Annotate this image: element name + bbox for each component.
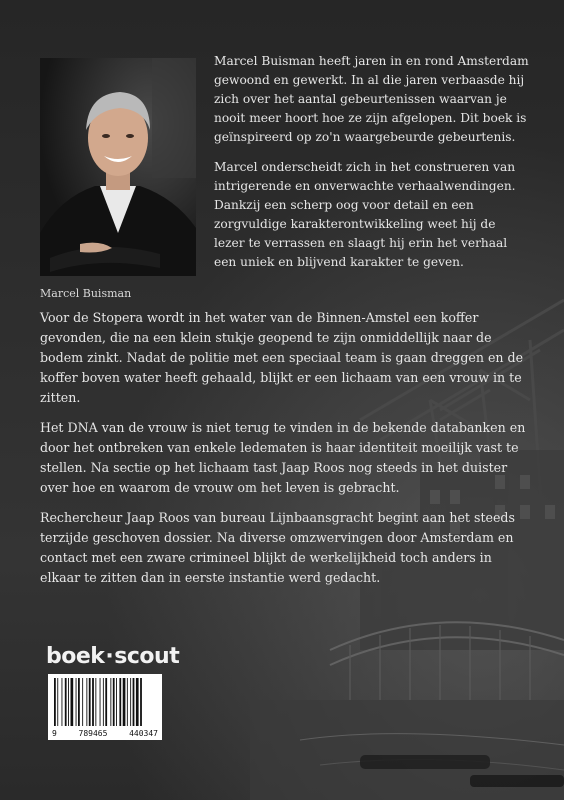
barcode-digit-group: 9 xyxy=(52,729,57,738)
barcode-bars xyxy=(48,674,162,730)
blurb-paragraph: Het DNA van de vrouw is niet terug te vinden in de bekende databanken en door het ontbreken van enkele ledematen is haar identiteit moeilijk vast te stellen. Na sectie op het lichaam tast Jaap Roos nog steeds in het duister over hoe en waarom de vrouw om het leven is gebracht. xyxy=(40,420,526,495)
blurb-paragraph: Rechercheur Jaap Roos van bureau Lijnbaansgracht begint aan het steeds terzijde geschoven dossier. Na diverse omzwervingen door Amsterdam en contact met een zware crimineel blijkt de werkelijkheid toch anders in elkaar te zitten dan in eerste instantie werd gedacht. xyxy=(40,510,515,585)
bio-paragraph: Marcel onderscheidt zich in het construeren van intrigerende en onverwachte verhaalwendingen. Dankzij een scherp oog voor detail en een zorgvuldige karakterontwikkeling weet hij de lezer te verrassen en slaagt hij erin het verhaal een uniek en blijvend karakter te geven. xyxy=(214,160,516,269)
barcode-digit-group: 789465 xyxy=(78,729,108,738)
barcode-digit-group: 440347 xyxy=(129,729,158,738)
publisher-logo-part1: boek xyxy=(46,644,105,669)
barcode-digits xyxy=(48,729,162,738)
publisher-logo xyxy=(46,644,179,669)
blurb-paragraph: Voor de Stopera wordt in het water van de Binnen-Amstel een koffer gevonden, die na een klein stukje geopend te zijn onmiddellijk naar de bodem zinkt. Nadat de politie met een speciaal team is gaan dreggen en de koffer boven water heeft gehaald, blijkt er een lichaam van een vrouw in te zitten. xyxy=(40,310,524,405)
publisher-logo-dot: · xyxy=(105,644,114,669)
book-blurb xyxy=(40,308,530,598)
publisher-logo-part2: scout xyxy=(114,644,180,669)
bio-paragraph: Marcel Buisman heeft jaren in en rond Amsterdam gewoond en gewerkt. In al die jaren verbaasde hij zich over het aantal gebeurtenissen waarvan je nooit meer hoort hoe ze zijn afgelopen. Dit boek is geïnspireerd op zo'n waargebeurde gebeurtenis. xyxy=(214,54,529,144)
author-photo xyxy=(40,58,196,276)
isbn-barcode xyxy=(48,674,162,740)
author-photo-caption: Marcel Buisman xyxy=(40,287,132,300)
author-bio xyxy=(214,52,529,283)
